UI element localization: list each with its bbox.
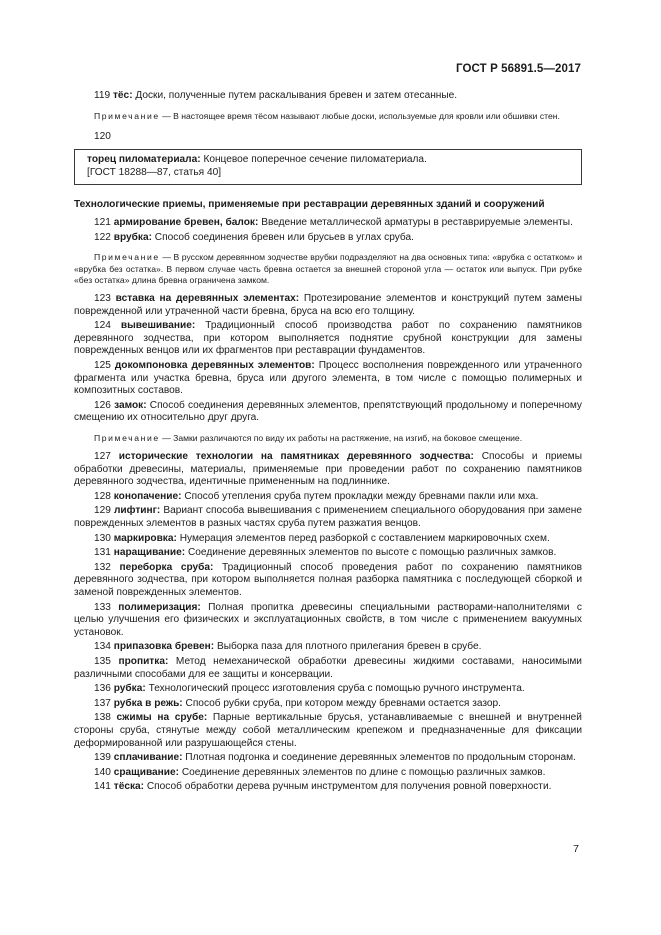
term-entry xyxy=(74,562,582,600)
term-number: 137 xyxy=(94,697,111,709)
term-name: вывешивание: xyxy=(120,320,196,332)
term-name: вставка на деревянных элементах: xyxy=(115,292,300,304)
term-definition: Способ соединения бревен или брусьев в углах сруба. xyxy=(154,231,414,243)
term-number: 130 xyxy=(94,532,111,544)
term-number: 138 xyxy=(94,712,111,724)
note-label: Примечание xyxy=(94,432,160,443)
term-list xyxy=(74,293,582,425)
section-title: Технологические приемы, применяемые при реставрации деревянных зданий и сооружений xyxy=(74,198,545,210)
term-entry xyxy=(74,293,582,318)
term-number: 141 xyxy=(94,781,111,793)
term-name: лифтинг: xyxy=(113,505,161,517)
term-definition: Вариант способа вывешивания с применением специального оборудования при замене поврежденных элементов в разных частях сруба путем разжатия венцов. xyxy=(74,505,582,530)
term-name: маркировка: xyxy=(113,532,177,544)
term-entry xyxy=(74,451,582,489)
note-text: — В настоящее время тёсом называют любые доски, используемые для кровли или обшивки стен. xyxy=(162,110,560,121)
note-text: — Замки различаются по виду их работы на растяжение, на изгиб, на боковое смещение. xyxy=(162,432,523,443)
term-number: 132 xyxy=(94,561,111,573)
term-number: 131 xyxy=(94,547,111,559)
note-122 xyxy=(74,252,582,286)
term-number: 139 xyxy=(94,752,111,764)
term-entry xyxy=(74,683,582,696)
term-number: 134 xyxy=(94,641,111,653)
term-definition: Способ рубки сруба, при котором между бревнами остается зазор. xyxy=(185,697,501,709)
note-label: Примечание xyxy=(94,110,160,121)
term-name: врубка: xyxy=(113,231,152,243)
term-definition: Технологический процесс изготовления сруба с помощью ручного инструмента. xyxy=(148,683,525,695)
term-entry xyxy=(74,698,582,711)
term-definition: Традиционный способ производства работ по сохранению памятников деревянного зодчества, при котором выполняется поднятие срубной конструкции для замены поврежденных венцов или их фрагментов при реставрации фундаментов. xyxy=(74,320,582,357)
document-body xyxy=(74,90,582,794)
term-entry xyxy=(74,90,582,103)
term-number: 140 xyxy=(94,766,111,778)
note-119 xyxy=(74,111,582,122)
term-definition: Способ утепления сруба путем прокладки между бревнами пакли или мха. xyxy=(184,490,539,502)
term-definition: Введение металлической арматуры в реставрируемые элементы. xyxy=(261,217,573,229)
term-number: 129 xyxy=(94,505,111,517)
term-number: 121 xyxy=(94,217,111,229)
term-name: рубка: xyxy=(113,683,146,695)
term-definition: Протезирование элементов и конструкций путем замены поврежденной или утраченной части бревна, бруса на всю его толщину. xyxy=(74,292,582,317)
term-entry xyxy=(74,712,582,750)
term-number: 122 xyxy=(94,231,111,243)
term-entry xyxy=(74,491,582,504)
term-name: наращивание: xyxy=(113,547,186,559)
term-name: исторические технологии на памятниках деревянного зодчества: xyxy=(118,451,474,463)
term-definition: Способ соединения деревянных элементов, препятствующий продольному и поперечному смещению их относительно друг друга. xyxy=(74,399,582,424)
term-number: 126 xyxy=(94,399,111,411)
note-label: Примечание xyxy=(94,252,160,263)
term-entry xyxy=(74,320,582,358)
term-number: 128 xyxy=(94,490,111,502)
term-name: тёска: xyxy=(113,781,145,793)
term-definition: Полная пропитка древесины специальными растворами-наполнителями с целью улучшения его физических и эксплуатационных свойств, в том числе с применением вакуумных установок. xyxy=(74,601,582,638)
term-entry xyxy=(74,781,582,794)
note-126 xyxy=(74,433,582,444)
term-entry xyxy=(74,217,582,230)
term-definition: Нумерация элементов перед разборкой с составлением маркировочных схем. xyxy=(179,532,550,544)
term-name: полимеризация: xyxy=(118,601,201,613)
term-name: сплачивание: xyxy=(113,752,183,764)
term-list xyxy=(74,217,582,244)
term-name: замок: xyxy=(114,399,147,411)
term-number: 136 xyxy=(94,683,111,695)
term-120-reference: [ГОСТ 18288—87, статья 40] xyxy=(87,166,222,178)
term-definition: Процесс восполнения поврежденного или утраченного фрагмента или участка бревна, бруса или другого элемента, в том числе с помощью полимерных и композитных составов. xyxy=(74,359,582,397)
term-name: сжимы на срубе: xyxy=(116,712,208,724)
term-entry xyxy=(74,547,582,560)
term-definition: Метод немеханической обработки древесины жидкими составами, наносимыми различными способами для ее защиты и консервации. xyxy=(74,656,582,680)
term-name: переборка сруба: xyxy=(119,561,214,573)
term-definition: Способы и приемы обработки древесины, материалы, применяемые при проведении работ по сохранению памятников деревянного зодчества, идентичные примененным на подлиннике. xyxy=(74,451,582,488)
term-120-text: Концевое поперечное сечение пиломатериала. xyxy=(203,154,427,166)
term-entry xyxy=(74,602,582,640)
term-number: 123 xyxy=(94,292,111,304)
term-list xyxy=(74,90,582,103)
term-definition: Традиционный способ проведения работ по сохранению памятников деревянного зодчества, при котором выполняется полная разборка памятника с последующей сборкой и заменой поврежденных элементов. xyxy=(74,561,582,599)
term-number: 119 xyxy=(94,90,111,101)
document-id-header: ГОСТ Р 56891.5—2017 xyxy=(456,63,581,75)
term-entry xyxy=(74,767,582,780)
term-number: 125 xyxy=(94,359,111,371)
term-name: докомпоновка деревянных элементов: xyxy=(114,359,315,371)
term-number-120: 120 xyxy=(94,130,111,142)
term-definition: Плотная подгонка и соединение деревянных элементов по продольным сторонам. xyxy=(185,752,576,764)
term-number: 127 xyxy=(94,451,111,463)
term-entry xyxy=(74,360,582,398)
term-entry xyxy=(74,752,582,765)
term-entry xyxy=(74,232,582,245)
term-number: 124 xyxy=(94,320,111,332)
term-entry xyxy=(74,400,582,425)
term-definition: Доски, полученные путем раскалывания бревен и затем отесанные. xyxy=(135,90,458,101)
term-number: 135 xyxy=(94,656,111,668)
term-definition: Соединение деревянных элементов по длине с помощью различных замков. xyxy=(181,766,546,778)
term-name: конопачение: xyxy=(113,490,182,502)
term-name: рубка в режь: xyxy=(113,697,183,709)
term-name: армирование бревен, балок: xyxy=(113,217,259,229)
term-entry xyxy=(74,656,582,681)
term-120-name: торец пиломатериала: xyxy=(87,154,201,166)
term-entry xyxy=(74,641,582,654)
term-entry xyxy=(74,533,582,546)
term-definition: Выборка паза для плотного прилегания бревен в срубе. xyxy=(216,641,482,653)
term-definition: Способ обработки дерева ручным инструментом для получения ровной поверхности. xyxy=(146,781,552,793)
term-list xyxy=(74,451,582,794)
term-definition: Парные вертикальные брусья, устанавливаемые с внешней и внутренней стороны сруба, стянутые между собой металлическим крепежом и предназначенные для фиксации деформированной или разрушающейся стены. xyxy=(74,712,582,749)
term-number: 133 xyxy=(94,601,111,613)
term-120-box xyxy=(74,149,582,184)
page-number: 7 xyxy=(573,843,579,855)
term-definition: Соединение деревянных элементов по высоте с помощью различных замков. xyxy=(187,547,557,559)
term-name: пропитка: xyxy=(118,656,169,668)
note-text: — В русском деревянном зодчестве врубки подразделяют на два основных типа: «врубка с остатком» и «врубка без остатка». В первом случае часть бревна остается за внешней стороной угла — остаток или выпуск. При рубке «без остатка» длина бревна ограничена замком. xyxy=(74,252,582,285)
term-entry xyxy=(74,505,582,530)
term-name: припазовка бревен: xyxy=(113,641,215,653)
term-120-definition xyxy=(87,154,571,167)
term-name: тёс: xyxy=(112,90,133,101)
term-name: сращивание: xyxy=(113,766,180,778)
